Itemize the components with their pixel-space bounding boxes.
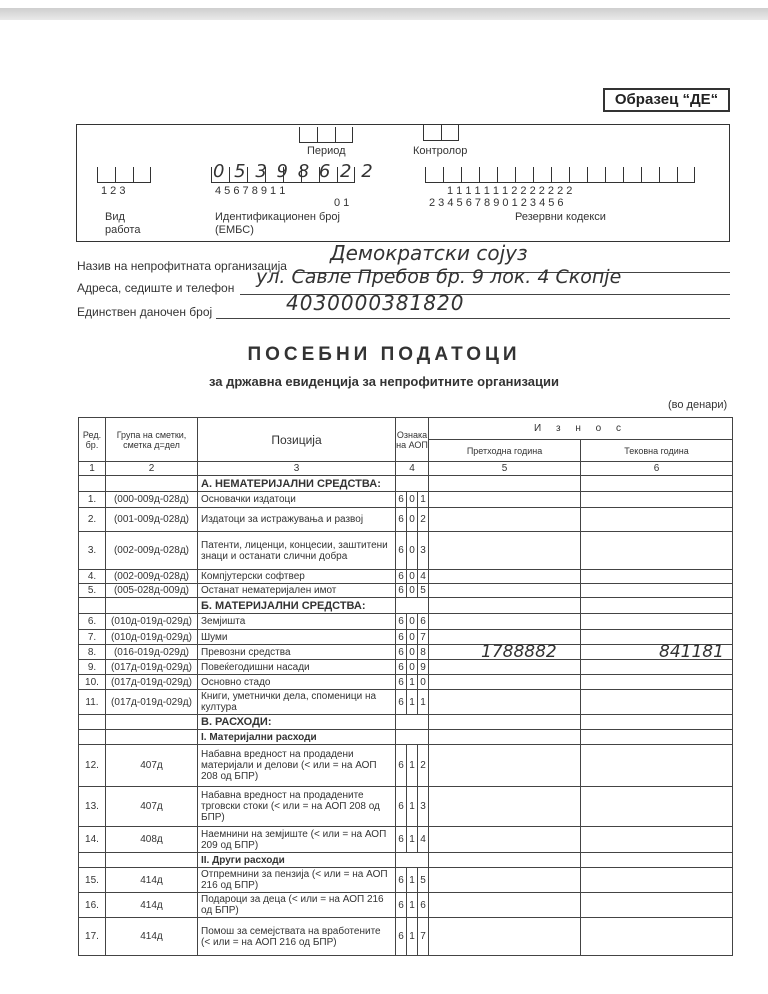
aop-digit: 0 bbox=[407, 508, 418, 532]
table-row bbox=[79, 690, 733, 715]
aop-digit: 6 bbox=[396, 918, 407, 956]
table-row bbox=[79, 532, 733, 570]
col-number: 1 bbox=[79, 462, 106, 476]
row-number: 12. bbox=[79, 745, 106, 787]
row-group: (005-028д-009д) bbox=[106, 584, 198, 598]
curr-year-amount[interactable] bbox=[581, 642, 733, 662]
row-position: Компјутерски софтвер bbox=[198, 570, 396, 584]
row-group: (017д-019д-029д) bbox=[106, 690, 198, 715]
aop-digit: 9 bbox=[418, 660, 429, 675]
row-number: 15. bbox=[79, 868, 106, 893]
row-group: (000-009д-028д) bbox=[106, 492, 198, 508]
aop-digit: 6 bbox=[396, 584, 407, 598]
scan-edge bbox=[0, 8, 768, 20]
row-position: Помош за семејствата на вработените (< или = на АОП 216 од БПР) bbox=[198, 918, 396, 956]
aop-digit: 6 bbox=[418, 893, 429, 918]
row-number: 11. bbox=[79, 690, 106, 715]
org-name-value[interactable]: Демократски сојуз bbox=[330, 241, 528, 265]
curr-year-amount[interactable] bbox=[581, 584, 733, 598]
page-subtitle: за државна евиденција за непрофитните организации bbox=[208, 374, 560, 389]
row-number: 3. bbox=[79, 532, 106, 570]
row-group: 408д bbox=[106, 827, 198, 853]
row-number: 13. bbox=[79, 787, 106, 827]
aop-digit: 6 bbox=[396, 827, 407, 853]
prev-year-amount[interactable] bbox=[429, 827, 581, 853]
curr-year-amount[interactable] bbox=[581, 893, 733, 918]
curr-year-amount[interactable] bbox=[581, 918, 733, 956]
curr-year-amount[interactable] bbox=[581, 690, 733, 715]
org-tax-line bbox=[216, 318, 730, 319]
header-amount: И з н о с bbox=[429, 418, 733, 440]
aop-digit: 0 bbox=[407, 614, 418, 630]
aop-digit: 1 bbox=[407, 745, 418, 787]
section-label: В. РАСХОДИ: bbox=[198, 715, 396, 730]
col-number: 3 bbox=[198, 462, 396, 476]
aop-digit: 7 bbox=[418, 630, 429, 645]
work-type-label-2: работа bbox=[105, 224, 141, 236]
row-position: Отпремнини за пензија (< или = на АОП 216 од БПР) bbox=[198, 868, 396, 893]
form-label: Образец “ДЕ“ bbox=[603, 88, 730, 112]
aop-digit: 0 bbox=[418, 675, 429, 690]
org-address-label: Адреса, седиште и телефон bbox=[77, 281, 235, 295]
aop-digit: 6 bbox=[396, 745, 407, 787]
row-position: Основно стадо bbox=[198, 675, 396, 690]
header-box bbox=[76, 124, 730, 242]
aop-digit: 6 bbox=[396, 868, 407, 893]
table-row bbox=[79, 492, 733, 508]
period-label: Период bbox=[307, 145, 346, 157]
row-position: Превозни средства bbox=[198, 645, 396, 660]
table-row bbox=[79, 918, 733, 956]
header-aop: Ознака на АОП bbox=[396, 418, 429, 462]
table-row bbox=[79, 787, 733, 827]
curr-year-amount[interactable] bbox=[581, 827, 733, 853]
curr-year-amount[interactable] bbox=[581, 570, 733, 584]
row-group: (010д-019д-029д) bbox=[106, 630, 198, 645]
row-group: (002-009д-028д) bbox=[106, 570, 198, 584]
aop-digit: 6 bbox=[396, 893, 407, 918]
aop-digit: 0 bbox=[407, 532, 418, 570]
subsection-label: I. Материјални расходи bbox=[198, 730, 396, 745]
prev-year-amount[interactable] bbox=[429, 508, 581, 532]
aop-digit: 1 bbox=[407, 868, 418, 893]
row-number: 17. bbox=[79, 918, 106, 956]
row-group: 407д bbox=[106, 745, 198, 787]
reserve-digits-top: 1 1 1 1 1 1 1 2 2 2 2 2 2 2 bbox=[447, 185, 573, 197]
data-table bbox=[78, 417, 733, 956]
curr-year-amount[interactable] bbox=[581, 614, 733, 630]
prev-year-amount[interactable] bbox=[429, 918, 581, 956]
header-prev-year: Претходна година bbox=[429, 440, 581, 462]
section-row bbox=[79, 598, 733, 614]
row-group: (017д-019д-029д) bbox=[106, 675, 198, 690]
row-number: 2. bbox=[79, 508, 106, 532]
row-group: 414д bbox=[106, 868, 198, 893]
row-position: Останат нематеријален имот bbox=[198, 584, 396, 598]
subsection-row bbox=[79, 853, 733, 868]
aop-digit: 3 bbox=[418, 532, 429, 570]
aop-digit: 4 bbox=[418, 570, 429, 584]
row-position: Шуми bbox=[198, 630, 396, 645]
curr-year-amount[interactable] bbox=[581, 492, 733, 508]
prev-year-amount[interactable] bbox=[429, 660, 581, 675]
curr-year-value: 841181 bbox=[659, 642, 724, 662]
aop-digit: 6 bbox=[396, 660, 407, 675]
work-type-cells[interactable] bbox=[97, 167, 151, 183]
aop-digit: 2 bbox=[418, 745, 429, 787]
row-group: (016-019д-029д) bbox=[106, 645, 198, 660]
aop-digit: 6 bbox=[396, 614, 407, 630]
col-number: 4 bbox=[396, 462, 429, 476]
prev-year-amount[interactable] bbox=[429, 642, 581, 662]
header-curr-year: Тековна година bbox=[581, 440, 733, 462]
table-row bbox=[79, 630, 733, 645]
curr-year-amount[interactable] bbox=[581, 532, 733, 570]
aop-digit: 7 bbox=[418, 918, 429, 956]
table-row bbox=[79, 893, 733, 918]
aop-digit: 0 bbox=[407, 570, 418, 584]
prev-year-amount[interactable] bbox=[429, 745, 581, 787]
aop-digit: 4 bbox=[418, 827, 429, 853]
row-number: 7. bbox=[79, 630, 106, 645]
aop-digit: 6 bbox=[396, 570, 407, 584]
aop-digit: 6 bbox=[396, 532, 407, 570]
aop-digit: 1 bbox=[407, 893, 418, 918]
col-number: 5 bbox=[429, 462, 581, 476]
aop-digit: 1 bbox=[407, 690, 418, 715]
page-title: ПОСЕБНИ ПОДАТОЦИ bbox=[247, 344, 521, 365]
prev-year-amount[interactable] bbox=[429, 868, 581, 893]
controller-label: Контролор bbox=[413, 145, 468, 157]
reserve-digits-bottom: 2 3 4 5 6 7 8 9 0 1 2 3 4 5 6 bbox=[429, 197, 564, 209]
reserve-cells[interactable] bbox=[425, 167, 695, 183]
aop-digit: 6 bbox=[396, 787, 407, 827]
aop-digit: 6 bbox=[396, 508, 407, 532]
prev-year-amount[interactable] bbox=[429, 584, 581, 598]
table-row bbox=[79, 868, 733, 893]
header-row-no: Ред. бр. bbox=[79, 418, 106, 462]
row-number: 16. bbox=[79, 893, 106, 918]
aop-digit: 1 bbox=[407, 675, 418, 690]
table-row bbox=[79, 675, 733, 690]
subsection-label: II. Други расходи bbox=[198, 853, 396, 868]
column-numbers-row bbox=[79, 462, 733, 476]
prev-year-amount[interactable] bbox=[429, 614, 581, 630]
id-label-2: (ЕМБС) bbox=[215, 224, 254, 236]
id-digits: 4 5 6 7 8 9 1 1 bbox=[215, 185, 286, 197]
id-value: 0 5 3 9 8 6 2 2 bbox=[213, 161, 375, 182]
prev-year-amount[interactable] bbox=[429, 492, 581, 508]
row-group: 407д bbox=[106, 787, 198, 827]
row-group: (017д-019д-029д) bbox=[106, 660, 198, 675]
row-number: 9. bbox=[79, 660, 106, 675]
aop-digit: 5 bbox=[418, 584, 429, 598]
table-row bbox=[79, 827, 733, 853]
id-digits-2: 0 1 bbox=[334, 197, 350, 209]
aop-digit: 1 bbox=[407, 918, 418, 956]
row-position: Земјишта bbox=[198, 614, 396, 630]
row-position: Основачки издатоци bbox=[198, 492, 396, 508]
table-row bbox=[79, 660, 733, 675]
aop-digit: 6 bbox=[396, 645, 407, 660]
row-position: Издатоци за истражувања и развој bbox=[198, 508, 396, 532]
table-row bbox=[79, 584, 733, 598]
col-number: 2 bbox=[106, 462, 198, 476]
currency-note: (во денари) bbox=[668, 399, 728, 411]
controller-cells[interactable] bbox=[423, 125, 459, 141]
prev-year-amount[interactable] bbox=[429, 675, 581, 690]
org-address-value[interactable]: ул. Савле Пребов бр. 9 лок. 4 Скопје bbox=[256, 266, 622, 288]
row-position: Повеќегодишни насади bbox=[198, 660, 396, 675]
aop-digit: 1 bbox=[418, 690, 429, 715]
prev-year-amount[interactable] bbox=[429, 532, 581, 570]
curr-year-amount[interactable] bbox=[581, 868, 733, 893]
table-row bbox=[79, 745, 733, 787]
row-position: Набавна вредност на продадени материјали и делови (< или = на АОП 208 од БПР) bbox=[198, 745, 396, 787]
work-type-digits: 1 2 3 bbox=[101, 185, 126, 197]
org-tax-value[interactable]: 4030000381820 bbox=[286, 291, 465, 315]
row-position: Патенти, лиценци, концесии, заштитени знаци и останати слични добра bbox=[198, 532, 396, 570]
org-name-label: Назив на непрофитната организација bbox=[77, 259, 287, 273]
curr-year-amount[interactable] bbox=[581, 508, 733, 532]
row-number: 5. bbox=[79, 584, 106, 598]
aop-digit: 0 bbox=[407, 630, 418, 645]
prev-year-amount[interactable] bbox=[429, 570, 581, 584]
table-row bbox=[79, 614, 733, 630]
aop-digit: 6 bbox=[396, 675, 407, 690]
row-number: 8. bbox=[79, 645, 106, 660]
prev-year-amount[interactable] bbox=[429, 690, 581, 715]
org-tax-label: Единствен даночен број bbox=[77, 305, 213, 319]
work-type-label-1: Вид bbox=[105, 211, 125, 223]
header-group: Група на сметки, сметка д=дел bbox=[106, 418, 198, 462]
prev-year-amount[interactable] bbox=[429, 787, 581, 827]
section-row bbox=[79, 476, 733, 492]
table-row bbox=[79, 570, 733, 584]
row-number: 6. bbox=[79, 614, 106, 630]
row-number: 14. bbox=[79, 827, 106, 853]
row-number: 4. bbox=[79, 570, 106, 584]
period-cells[interactable] bbox=[299, 127, 353, 143]
row-position: Подароци за деца (< или = на АОП 216 од БПР) bbox=[198, 893, 396, 918]
subsection-row bbox=[79, 730, 733, 745]
curr-year-amount[interactable] bbox=[581, 660, 733, 675]
col-number: 6 bbox=[581, 462, 733, 476]
aop-digit: 2 bbox=[418, 508, 429, 532]
aop-digit: 0 bbox=[407, 584, 418, 598]
row-number: 10. bbox=[79, 675, 106, 690]
aop-digit: 1 bbox=[407, 787, 418, 827]
row-position: Набавна вредност на продадените трговски стоки (< или = на АОП 208 од БПР) bbox=[198, 787, 396, 827]
curr-year-amount[interactable] bbox=[581, 745, 733, 787]
table-row bbox=[79, 645, 733, 660]
curr-year-amount[interactable] bbox=[581, 675, 733, 690]
aop-digit: 0 bbox=[407, 492, 418, 508]
row-group: (001-009д-028д) bbox=[106, 508, 198, 532]
aop-digit: 1 bbox=[407, 827, 418, 853]
aop-digit: 3 bbox=[418, 787, 429, 827]
prev-year-amount[interactable] bbox=[429, 893, 581, 918]
row-position: Наемнини на земјиште (< или = на АОП 209 од БПР) bbox=[198, 827, 396, 853]
section-label: Б. МАТЕРИЈАЛНИ СРЕДСТВА: bbox=[198, 598, 396, 614]
aop-digit: 6 bbox=[396, 630, 407, 645]
aop-digit: 1 bbox=[418, 492, 429, 508]
id-label-1: Идентификационен број bbox=[215, 211, 340, 223]
row-group: 414д bbox=[106, 893, 198, 918]
aop-digit: 6 bbox=[418, 614, 429, 630]
row-group: (002-009д-028д) bbox=[106, 532, 198, 570]
section-row bbox=[79, 715, 733, 730]
row-number: 1. bbox=[79, 492, 106, 508]
aop-digit: 0 bbox=[407, 660, 418, 675]
header-position: Позиција bbox=[198, 418, 396, 462]
prev-year-value: 1788882 bbox=[481, 642, 557, 662]
curr-year-amount[interactable] bbox=[581, 787, 733, 827]
aop-digit: 5 bbox=[418, 868, 429, 893]
reserve-label: Резервни кодекси bbox=[515, 211, 606, 223]
aop-digit: 0 bbox=[407, 645, 418, 660]
row-group: (010д-019д-029д) bbox=[106, 614, 198, 630]
table-row bbox=[79, 508, 733, 532]
aop-digit: 6 bbox=[396, 690, 407, 715]
row-position: Книги, уметнички дела, споменици на култура bbox=[198, 690, 396, 715]
aop-digit: 6 bbox=[396, 492, 407, 508]
row-group: 414д bbox=[106, 918, 198, 956]
section-label: А. НЕМАТЕРИЈАЛНИ СРЕДСТВА: bbox=[198, 476, 396, 492]
aop-digit: 8 bbox=[418, 645, 429, 660]
